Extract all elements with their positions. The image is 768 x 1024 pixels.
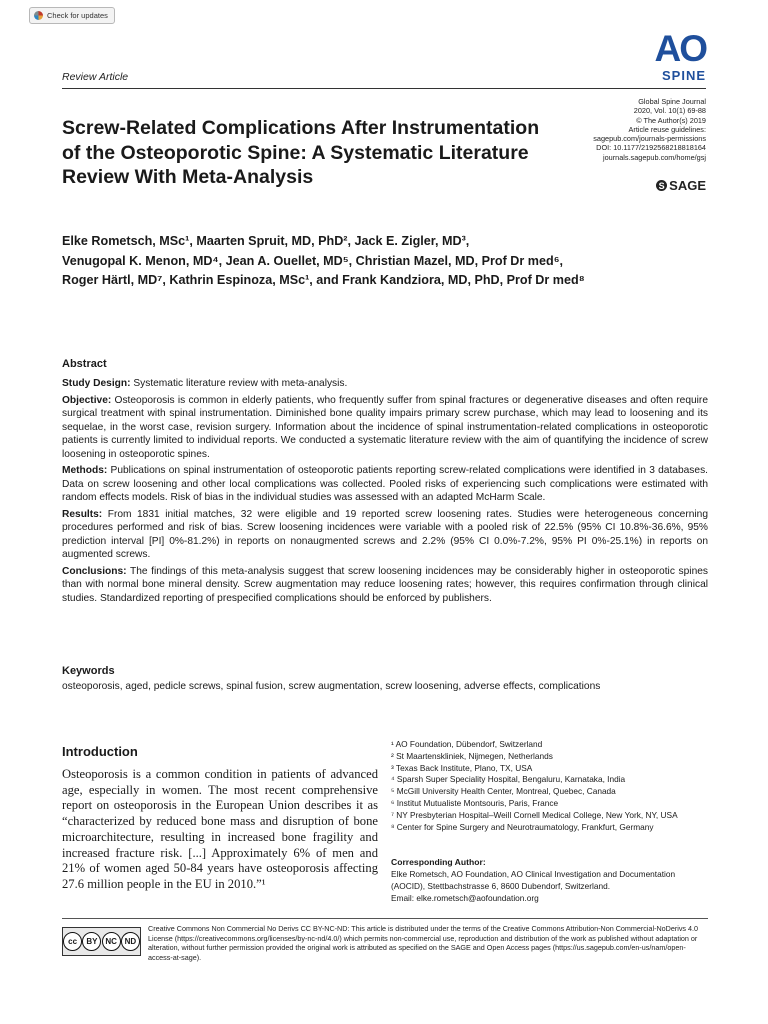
abstract-results <box>62 508 708 562</box>
article-title: Screw-Related Complications After Instrumentation of the Osteoporotic Spine: A Systematic Literature Review With Meta-Analysis <box>62 117 540 188</box>
journal-meta <box>506 97 706 162</box>
header-divider <box>62 88 706 89</box>
corresponding-author-heading: Corresponding Author: <box>391 857 486 867</box>
abstract-heading: Abstract <box>62 358 107 370</box>
abstract-conclusions <box>62 565 708 606</box>
keywords-heading: Keywords <box>62 665 115 677</box>
journal-name: Global Spine Journal <box>638 97 706 106</box>
section-label: Objective: <box>62 394 112 406</box>
abstract-body <box>62 377 708 608</box>
section-label: Conclusions: <box>62 565 127 577</box>
cc-icon: cc <box>63 932 82 951</box>
abstract-objective <box>62 394 708 462</box>
sage-logo <box>656 178 706 193</box>
reuse-label: Article reuse guidelines: <box>628 124 706 134</box>
footer-divider <box>62 918 708 919</box>
ao-logo: AO <box>654 28 706 69</box>
spine-logo-text: SPINE <box>661 68 706 83</box>
article-type: Review Article <box>62 71 129 83</box>
section-text: Publications on spinal instrumentation of osteoporotic patients reporting screw-related complications were identified in 3 databases. Data on screw loosening and other local complications was collected. Pooled risks of experiencing such complications were estimated with random effects models. Risk of bias in the individual studies was assessed with an adapted McHarm Scale. <box>62 465 708 503</box>
introduction-heading: Introduction <box>62 744 138 759</box>
permissions-link[interactable]: sagepub.com/journals-permissions <box>593 134 706 144</box>
author-list <box>62 232 722 291</box>
keywords-text: osteoporosis, aged, pedicle screws, spinal fusion, screw augmentation, screw loosening, adverse effects, complications <box>62 681 601 692</box>
affiliation: ³ Texas Back Institute, Plano, TX, USA <box>391 762 533 773</box>
section-label: Methods: <box>62 465 108 476</box>
check-for-updates-badge[interactable] <box>29 7 115 24</box>
journal-volume: 2020, Vol. 10(1) 69-88 <box>633 106 706 116</box>
author-line: Roger Härtl, MD⁷, Kathrin Espinoza, MSc¹, and Frank Kandziora, MD, PhD, Prof Dr med⁸ <box>62 273 585 287</box>
corresponding-author <box>391 869 721 904</box>
by-icon: BY <box>82 932 101 951</box>
author-line: Elke Rometsch, MSc¹, Maarten Spruit, MD, PhD², Jack E. Zigler, MD³, <box>62 234 470 248</box>
affiliation: ⁵ McGill University Health Center, Montreal, Quebec, Canada <box>391 786 616 797</box>
affiliations <box>391 739 721 833</box>
abstract-methods <box>62 464 708 505</box>
section-label: Results: <box>62 508 103 520</box>
section-label: Study Design: <box>62 378 131 389</box>
affiliation: ⁶ Institut Mutualiste Montsouris, Paris, France <box>391 797 559 808</box>
journal-home-link[interactable]: journals.sagepub.com/home/gsj <box>602 152 706 162</box>
nc-icon: NC <box>102 932 121 951</box>
section-text: The findings of this meta-analysis suggest that screw loosening incidences may be considerably higher in osteoporotic spines than with normal bone mineral density. Screw augmentation may reduce loosening rates; however, this requires confirmation through clinical studies. Standardized reporting of prespecified complications should be enforced by publishers. <box>62 565 708 604</box>
section-text: Osteoporosis is common in elderly patients, who frequently suffer from spinal fractures or degenerative diseases and often require surgical treatment with spinal instrumentation. Diminished bone quality impairs primary screw purchase, which may lead to loosening and its sequelae, in the worst case, revision surgery. Information about the incidence of spinal instrumentation-related complications in osteoporotic patients is currently limited to individual reports. We conducted a systematic literature review with the aim of quantifying the incidence of screw loosening in osteoporotic spines. <box>62 394 708 460</box>
section-text: From 1831 initial matches, 32 were eligible and 19 reported screw loosening rates. Studies were heterogeneous concerning procedures performed and risk of bias. Screw loosening incidences were variable with a pooled risk of 22.5% (95% CI 10.8%-36.6%, 95% prediction interval [PI] 0%-81.2%) in reports on nonaugmented screws and 2.2% (95% CI 0.0%-7.2%, 95% PI 0%-25.1%) in reports on augmented screws. <box>62 508 708 560</box>
affiliation: ² St Maartenskliniek, Nijmegen, Netherlands <box>391 750 553 761</box>
affiliation: ⁴ Sparsh Super Speciality Hospital, Bengaluru, Karnataka, India <box>391 774 626 785</box>
affiliation: ⁸ Center for Spine Surgery and Neurotraumatology, Frankfurt, Germany <box>391 821 654 832</box>
doi[interactable]: DOI: 10.1177/2192568218818164 <box>596 143 706 153</box>
nd-icon: ND <box>121 932 140 951</box>
corresponding-line: (AOCID), Stettbachstrasse 6, 8600 Dubendorf, Switzerland. <box>391 880 611 891</box>
section-text: Systematic literature review with meta-analysis. <box>130 378 348 389</box>
affiliation: ¹ AO Foundation, Dübendorf, Switzerland <box>391 739 543 749</box>
sage-label: SAGE <box>669 178 706 193</box>
corresponding-line: Elke Rometsch, AO Foundation, AO Clinical Investigation and Documentation <box>391 869 676 879</box>
updates-icon <box>34 11 43 20</box>
corresponding-email[interactable]: Email: elke.rometsch@aofoundation.org <box>391 892 539 903</box>
creative-commons-badge <box>62 927 141 956</box>
introduction-text: Osteoporosis is a common condition in patients of advanced age, especially in women. The most recent comprehensive report on osteoporosis in the European Union describes it as “characterized by reduced bone mass and disruption of bone microarchitecture, resulting in increased bone fragility and increased fracture risk. [...] Approximately 6% of men and 21% of women aged 50-84 years have osteoporosis affecting 27.6 million people in the EU in 2010.”¹ <box>62 767 378 891</box>
copyright: © The Author(s) 2019 <box>636 115 706 125</box>
license-text: Creative Commons Non Commercial No Derivs CC BY-NC-ND: This article is distributed under the terms of the Creative Commons Attribution-Non Commercial-NoDerivs 4.0 License (https://creativecommons.org/licenses/by-nc-nd/4.0/) which permits non-commercial use, reproduction and distribution of the work as published without adaptation or alteration, without further permission provided the original work is attributed as specified on the SAGE and Open Access pages (https://us.sagepub.com/en-us/nam/open-access-at-sage). <box>148 924 699 962</box>
affiliation: ⁷ NY Presbyterian Hospital–Weill Cornell Medical College, New York, NY, USA <box>391 809 678 820</box>
abstract-study-design <box>62 377 708 391</box>
sage-icon: S <box>656 180 667 191</box>
author-line: Venugopal K. Menon, MD⁴, Jean A. Ouellet, MD⁵, Christian Mazel, MD, Prof Dr med⁶, <box>62 253 563 268</box>
check-for-updates-label: Check for updates <box>47 11 108 20</box>
